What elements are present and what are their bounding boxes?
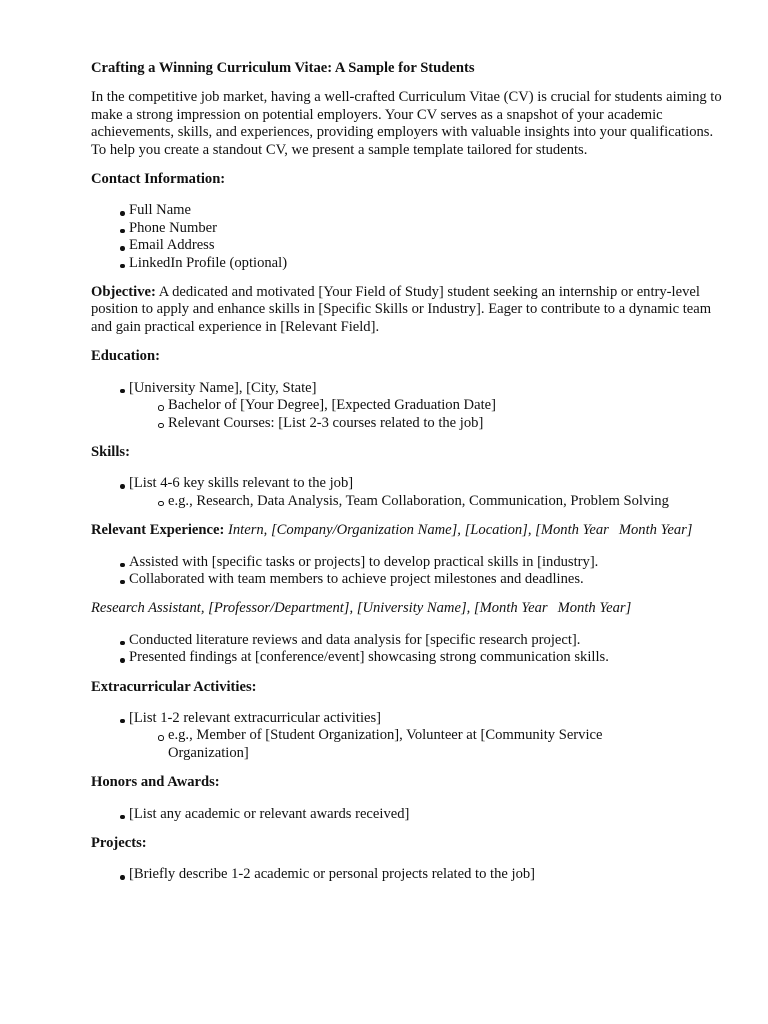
list-item: LinkedIn Profile (optional) [129,255,731,272]
list-item: [Briefly describe 1-2 academic or personal projects related to the job] [129,866,731,883]
role1-title-a: Intern, [Company/Organization Name], [Location], [Month Year [228,522,609,539]
list-item [129,380,731,432]
role1-list [91,554,731,589]
skills-sublist [129,493,731,510]
experience-role2 [91,600,731,617]
role1-title-b: Month Year] [618,522,693,539]
skills-heading: Skills: [91,443,130,460]
experience-role1 [91,522,731,539]
document-body [91,60,731,884]
honors-list [91,806,731,823]
list-item: Presented findings at [conference/event] showcasing strong communication skills. [129,649,731,666]
objective-paragraph [91,284,731,336]
objective-heading: Objective: [91,284,156,301]
list-item-text: [List 4-6 key skills relevant to the job] [129,475,354,492]
list-item: Email Address [129,237,731,254]
role2-title-a: Research Assistant, [Professor/Department], [University Name], [Month Year [91,600,548,617]
role2-title-b: Month Year] [557,600,632,617]
extracurricular-sublist [129,727,731,762]
list-item [129,710,731,762]
sub-list-item: Bachelor of [Your Degree], [Expected Graduation Date] [168,397,731,414]
list-item: Conducted literature reviews and data analysis for [specific research project]. [129,632,731,649]
sub-list-item: Relevant Courses: [List 2-3 courses related to the job] [168,415,731,432]
honors-heading: Honors and Awards: [91,774,220,791]
extracurricular-heading: Extracurricular Activities: [91,678,257,695]
experience-heading: Relevant Experience: [91,522,225,539]
contact-heading: Contact Information: [91,171,226,188]
list-item-text: [List 1-2 relevant extracurricular activities] [129,709,382,726]
list-item: Full Name [129,202,731,219]
list-item [129,475,731,510]
education-heading: Education: [91,348,160,365]
objective-text: A dedicated and motivated [Your Field of Study] student seeking an internship or entry-level position to apply and enhance skills in [Specific Skills or Industry]. Eager to contribute to a dynamic team and gain practical experience in [Relevant Field]. [91,284,712,335]
list-item: Assisted with [specific tasks or projects] to develop practical skills in [industry]. [129,554,731,571]
sub-list-item: e.g., Member of [Student Organization], Volunteer at [Community Service Organization] [168,727,731,762]
intro-paragraph: In the competitive job market, having a well-crafted Curriculum Vitae (CV) is crucial for students aiming to make a strong impression on potential employers. Your CV serves as a snapshot of your academic achievements, skills, and experiences, providing employers with valuable insights into your qualifications. To help you create a standout CV, we present a sample template tailored for students. [91,89,722,158]
list-item: Collaborated with team members to achieve project milestones and deadlines. [129,571,731,588]
projects-list [91,866,731,883]
education-sublist [129,397,731,432]
role2-list [91,632,731,667]
skills-list [91,475,731,510]
list-item: Phone Number [129,220,731,237]
list-item-text: [University Name], [City, State] [129,379,317,396]
extracurricular-list [91,710,731,762]
document-title: Crafting a Winning Curriculum Vitae: A Sample for Students [91,60,475,76]
sub-list-item: e.g., Research, Data Analysis, Team Collaboration, Communication, Problem Solving [168,493,731,510]
list-item: [List any academic or relevant awards received] [129,806,731,823]
education-list [91,380,731,432]
projects-heading: Projects: [91,835,147,851]
contact-list [91,202,731,272]
